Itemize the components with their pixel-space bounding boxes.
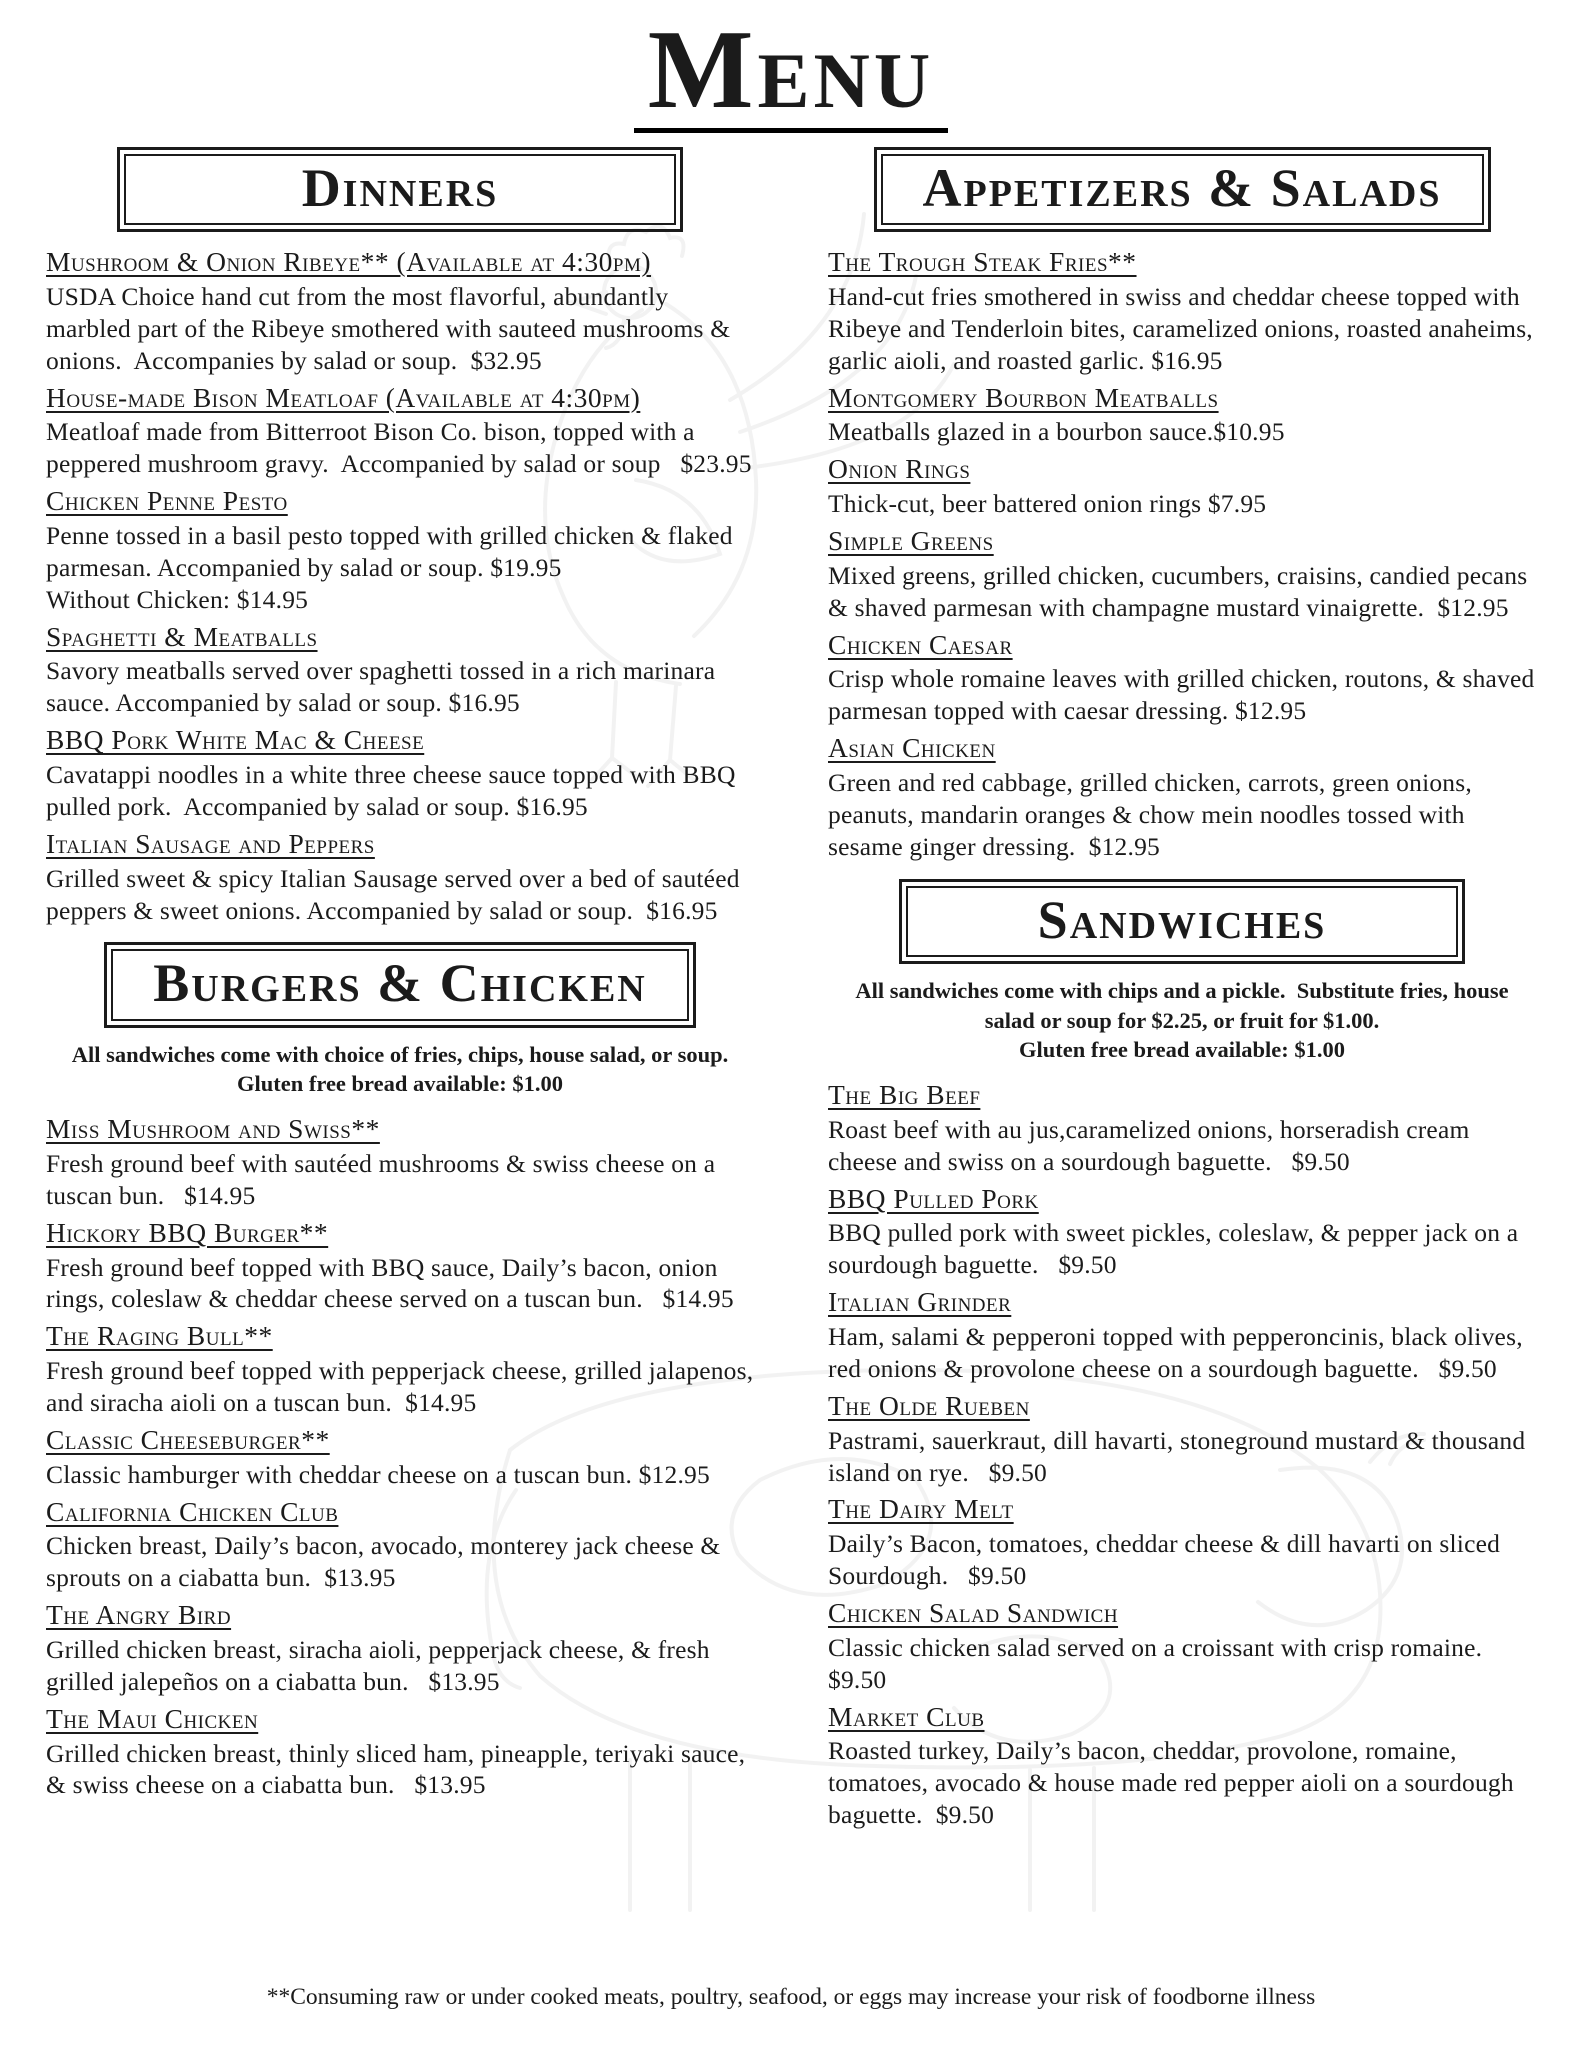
item-name: California Chicken Club xyxy=(46,1495,339,1527)
section-appetizers-salads xyxy=(828,147,1542,863)
menu-item xyxy=(46,244,754,376)
item-name: Italian Sausage and Peppers xyxy=(46,827,375,859)
item-name: Miss Mushroom and Swiss** xyxy=(46,1113,380,1145)
appetizers-item-list xyxy=(828,244,1542,863)
menu-item xyxy=(828,1181,1536,1282)
page-title: Menu xyxy=(634,16,948,133)
menu-item xyxy=(46,1422,754,1491)
item-description: Classic chicken salad served on a croissant with crisp romaine. $9.50 xyxy=(828,1632,1502,1694)
item-name: BBQ Pulled Pork xyxy=(828,1182,1039,1214)
menu-item xyxy=(46,1597,754,1698)
section-header-inner xyxy=(111,949,689,1020)
item-description: Pastrami, sauerkraut, dill havarti, stoneground mustard & thousand island on rye. $9.50 xyxy=(828,1425,1532,1487)
menu-item xyxy=(828,380,1536,449)
item-description: Mixed greens, grilled chicken, cucumbers, craisins, candied pecans & shaved parmesan with champagne mustard vinaigrette. $12.95 xyxy=(828,560,1534,622)
item-description: Daily’s Bacon, tomatoes, cheddar cheese & dill havarti on sliced Sourdough. $9.50 xyxy=(828,1529,1507,1591)
item-description: Chicken breast, Daily’s bacon, avocado, monterey jack cheese & sprouts on a ciabatta bun. $13.95 xyxy=(46,1531,728,1593)
menu-item xyxy=(828,523,1536,624)
item-name: The Trough Steak Fries** xyxy=(828,246,1137,278)
item-description: Hand-cut fries smothered in swiss and cheddar cheese topped with Ribeye and Tenderloin bites, caramelized onions, roasted anaheims, garlic aioli, and roasted garlic. $16.95 xyxy=(828,281,1540,375)
menu-item xyxy=(46,619,754,720)
item-description: Roast beef with au jus,caramelized onions, horseradish cream cheese and swiss on a sourdough baguette. $9.50 xyxy=(828,1114,1477,1176)
menu-item xyxy=(828,730,1536,862)
menu-item xyxy=(46,1215,754,1316)
menu-item xyxy=(46,1701,754,1802)
item-name: BBQ Pork White Mac & Cheese xyxy=(46,724,425,756)
item-description: Penne tossed in a basil pesto topped with grilled chicken & flaked parmesan. Accompanied by salad or soup. $19.95 Without Chicken: $14.95 xyxy=(46,520,733,614)
section-dinners xyxy=(46,147,754,927)
burgers-section-note: All sandwiches come with choice of fries, chips, house salad, or soup. Gluten free bread available: $1.00 xyxy=(71,1041,729,1097)
section-header-box xyxy=(874,147,1491,232)
item-description: Ham, salami & pepperoni topped with pepperoncinis, black olives, red onions & provolone cheese on a sourdough baguette. $9.50 xyxy=(828,1322,1530,1383)
item-name: The Olde Rueben xyxy=(828,1389,1030,1421)
section-title-appetizers-salads: Appetizers & Salads xyxy=(922,157,1442,218)
section-title-sandwiches: Sandwiches xyxy=(1037,889,1327,950)
section-header-inner xyxy=(881,154,1484,225)
item-name: The Big Beef xyxy=(828,1079,981,1110)
foodborne-illness-disclaimer: **Consuming raw or under cooked meats, poultry, seafood, or eggs may increase your risk of foodborne illness xyxy=(266,1983,1316,2010)
item-description: USDA Choice hand cut from the most flavorful, abundantly marbled part of the Ribeye smothered with sauteed mushrooms & onions. Accompanies by salad or soup. $32.95 xyxy=(46,281,737,375)
section-header-inner xyxy=(124,154,676,225)
section-title-burgers-chicken: Burgers & Chicken xyxy=(153,953,647,1014)
item-description: BBQ pulled pork with sweet pickles, coleslaw, & pepper jack on a sourdough baguette. $9.50 xyxy=(828,1218,1525,1280)
menu-item xyxy=(46,722,754,823)
item-name: Simple Greens xyxy=(828,524,994,556)
section-header-inner xyxy=(906,886,1458,957)
section-header-box xyxy=(104,942,696,1027)
item-description: Fresh ground beef with sautéed mushrooms & swiss cheese on a tuscan bun. $14.95 xyxy=(46,1148,722,1210)
left-column xyxy=(46,143,760,1805)
section-sandwiches xyxy=(828,879,1536,1831)
item-description: Fresh ground beef topped with BBQ sauce, Daily’s bacon, onion rings, coleslaw & cheddar cheese served on a tuscan bun. $14.95 xyxy=(46,1252,734,1314)
item-name: Montgomery Bourbon Meatballs xyxy=(828,381,1219,413)
item-name: The Raging Bull** xyxy=(46,1320,273,1352)
item-description: Roasted turkey, Daily’s bacon, cheddar, provolone, romaine, tomatoes, avocado & house made red pepper aioli on a sourdough baguette. $9.50 xyxy=(828,1736,1521,1830)
item-name: Chicken Salad Sandwich xyxy=(828,1596,1119,1628)
menu-item xyxy=(46,483,754,615)
item-name: Italian Grinder xyxy=(828,1286,1012,1318)
item-description: Meatballs glazed in a bourbon sauce.$10.95 xyxy=(828,417,1285,447)
menu-item xyxy=(828,1699,1536,1831)
menu-columns xyxy=(0,133,1582,1834)
dinners-item-list xyxy=(46,244,754,926)
right-column xyxy=(828,143,1542,1834)
menu-item xyxy=(828,1077,1536,1178)
item-name: Chicken Penne Pesto xyxy=(46,485,288,517)
menu-item xyxy=(828,1491,1536,1592)
item-description: Crisp whole romaine leaves with grilled chicken, routons, & shaved parmesan topped with caesar dressing. $12.95 xyxy=(828,664,1542,726)
item-name: Chicken Caesar xyxy=(828,628,1013,660)
menu-item xyxy=(828,1595,1536,1696)
sandwiches-item-list xyxy=(828,1077,1536,1831)
burgers-item-list xyxy=(46,1111,760,1801)
item-name: House-made Bison Meatloaf (Available at 4:30pm) xyxy=(46,381,641,413)
item-description: Cavatappi noodles in a white three cheese sauce topped with BBQ pulled pork. Accompanied by salad or soup. $16.95 xyxy=(46,760,743,821)
menu-item xyxy=(828,627,1542,728)
item-name: Market Club xyxy=(828,1700,985,1732)
menu-item xyxy=(828,1388,1536,1489)
item-name: The Maui Chicken xyxy=(46,1702,259,1734)
item-description: Grilled chicken breast, siracha aioli, pepperjack cheese, & fresh grilled jalepeños on a ciabatta bun. $13.95 xyxy=(46,1635,717,1696)
item-description: Thick-cut, beer battered onion rings $7.95 xyxy=(828,489,1267,519)
item-description: Green and red cabbage, grilled chicken, carrots, green onions, peanuts, mandarin oranges & chow mein noodles tossed with sesame ginger dressing. $12.95 xyxy=(828,768,1479,861)
menu-item xyxy=(46,380,754,481)
item-name: Mushroom & Onion Ribeye** (Available at 4:30pm) xyxy=(46,246,652,278)
menu-item xyxy=(828,451,1536,520)
item-name: Onion Rings xyxy=(828,453,971,485)
item-name: The Dairy Melt xyxy=(828,1493,1014,1525)
item-description: Savory meatballs served over spaghetti tossed in a rich marinara sauce. Accompanied by salad or soup. $16.95 xyxy=(46,656,722,718)
item-name: Hickory BBQ Burger** xyxy=(46,1216,329,1248)
menu-item xyxy=(46,826,754,927)
section-header-box xyxy=(899,879,1465,964)
item-description: Classic hamburger with cheddar cheese on a tuscan bun. $12.95 xyxy=(46,1459,710,1489)
item-name: Classic Cheeseburger** xyxy=(46,1423,330,1455)
section-burgers-chicken xyxy=(46,942,760,1801)
section-header-box xyxy=(117,147,683,232)
menu-item xyxy=(46,1318,760,1419)
menu-item xyxy=(46,1111,754,1212)
menu-item xyxy=(828,244,1540,376)
item-name: Asian Chicken xyxy=(828,732,996,764)
item-description: Grilled sweet & spicy Italian Sausage served over a bed of sautéed peppers & sweet onions. Accompanied by salad or soup. $16.95 xyxy=(46,863,747,925)
title-wrap xyxy=(0,0,1582,133)
item-name: The Angry Bird xyxy=(46,1599,232,1631)
item-description: Grilled chicken breast, thinly sliced ham, pineapple, teriyaki sauce, & swiss cheese on a ciabatta bun. $13.95 xyxy=(46,1738,752,1800)
item-name: Spaghetti & Meatballs xyxy=(46,620,318,652)
menu-item xyxy=(46,1494,754,1595)
item-description: Fresh ground beef topped with pepperjack cheese, grilled jalapenos, and siracha aioli on a tuscan bun. $14.95 xyxy=(46,1356,760,1417)
item-description: Meatloaf made from Bitterroot Bison Co. bison, topped with a peppered mushroom gravy. Accompanied by salad or soup $23.95 xyxy=(46,417,752,479)
menu-item xyxy=(828,1284,1536,1385)
sandwiches-section-note: All sandwiches come with chips and a pickle. Substitute fries, house salad or soup for $2.25, or fruit for $1.00. Gluten free bread available: $1.00 xyxy=(855,977,1509,1063)
section-title-dinners: Dinners xyxy=(301,157,499,218)
